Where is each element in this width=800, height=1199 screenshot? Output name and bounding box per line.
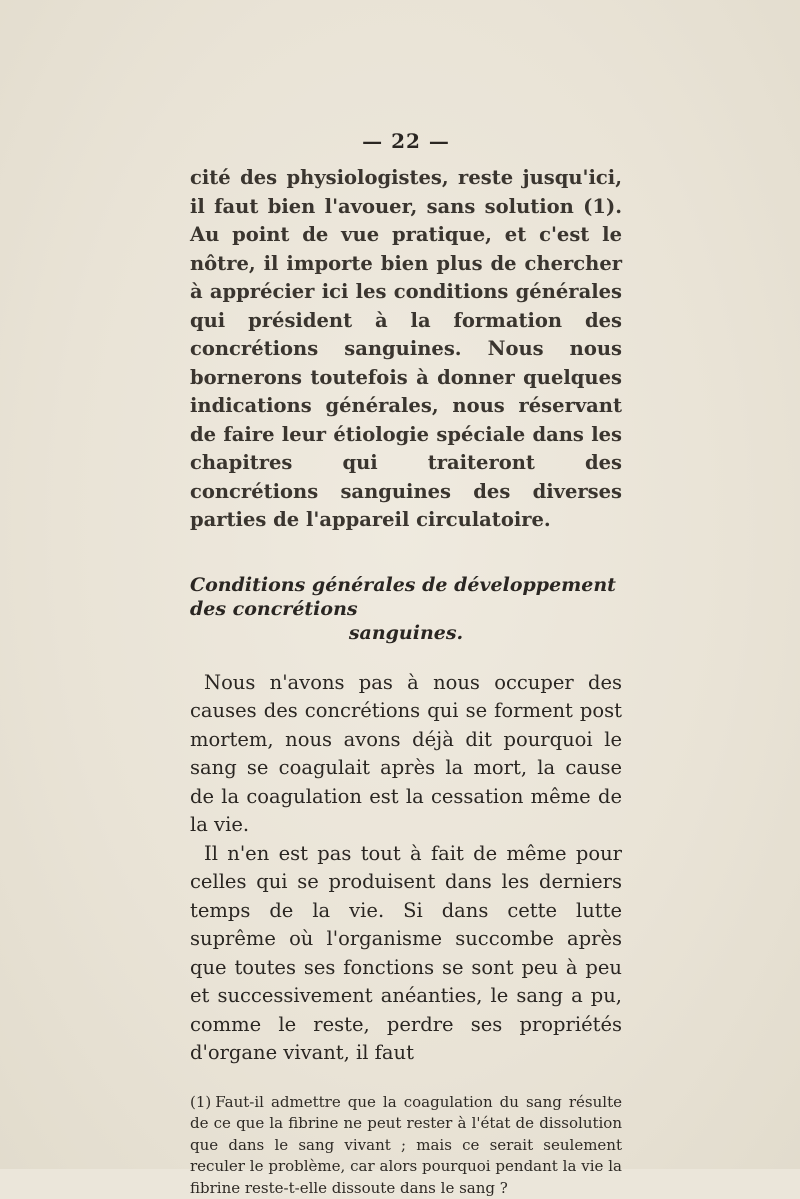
body-paragraph-1: Nous n'avons pas à nous occuper des causes des concrétions qui se forment post mortem, nous avons déjà dit pourquoi le sang se coagulait après la mort, la cause de la coagulation est la cessation même de la vie. [190, 669, 622, 840]
intro-paragraph: cité des physiologistes, reste jusqu'ici, il faut bien l'avouer, sans solution (1). Au point de vue pratique, et c'est le nôtre, il importe bien plus de chercher à apprécier ici les conditions générales qui président à la formation des concrétions sanguines. Nous nous bornerons toutefois à donner quelques indications générales, nous réservant de faire leur étiologie spéciale dans les chapitres qui traiteront des concrétions sanguines des diverses parties de l'appareil circulatoire. [190, 164, 622, 535]
section-heading-line1: Conditions générales de développement des concrétions [190, 574, 616, 620]
body-paragraph-2: Il n'en est pas tout à fait de même pour celles qui se produisent dans les derniers temps de la vie. Si dans cette lutte suprême où l'organisme succombe après que toutes ses fonctions se sont peu à peu et successivement anéanties, le sang a pu, comme le reste, perdre ses propriétés d'organe vivant, il faut [190, 840, 622, 1068]
page-text-block [190, 128, 622, 1199]
footnote-text: Faut-il admettre que la coagulation du sang résulte de ce que la fibrine ne peut rester à l'état de dissolution que dans le sang vivant ; mais ce serait seulement reculer le problème, car alors pourquoi pendant la vie la fibrine reste-t-elle dissoute dans le sang ? [190, 1093, 622, 1197]
section-heading-line2: sanguines. [190, 621, 622, 645]
footnote-mark: (1) [190, 1093, 211, 1111]
section-heading [190, 573, 622, 645]
footnote [190, 1092, 622, 1199]
page-number: — 22 — [190, 128, 622, 154]
